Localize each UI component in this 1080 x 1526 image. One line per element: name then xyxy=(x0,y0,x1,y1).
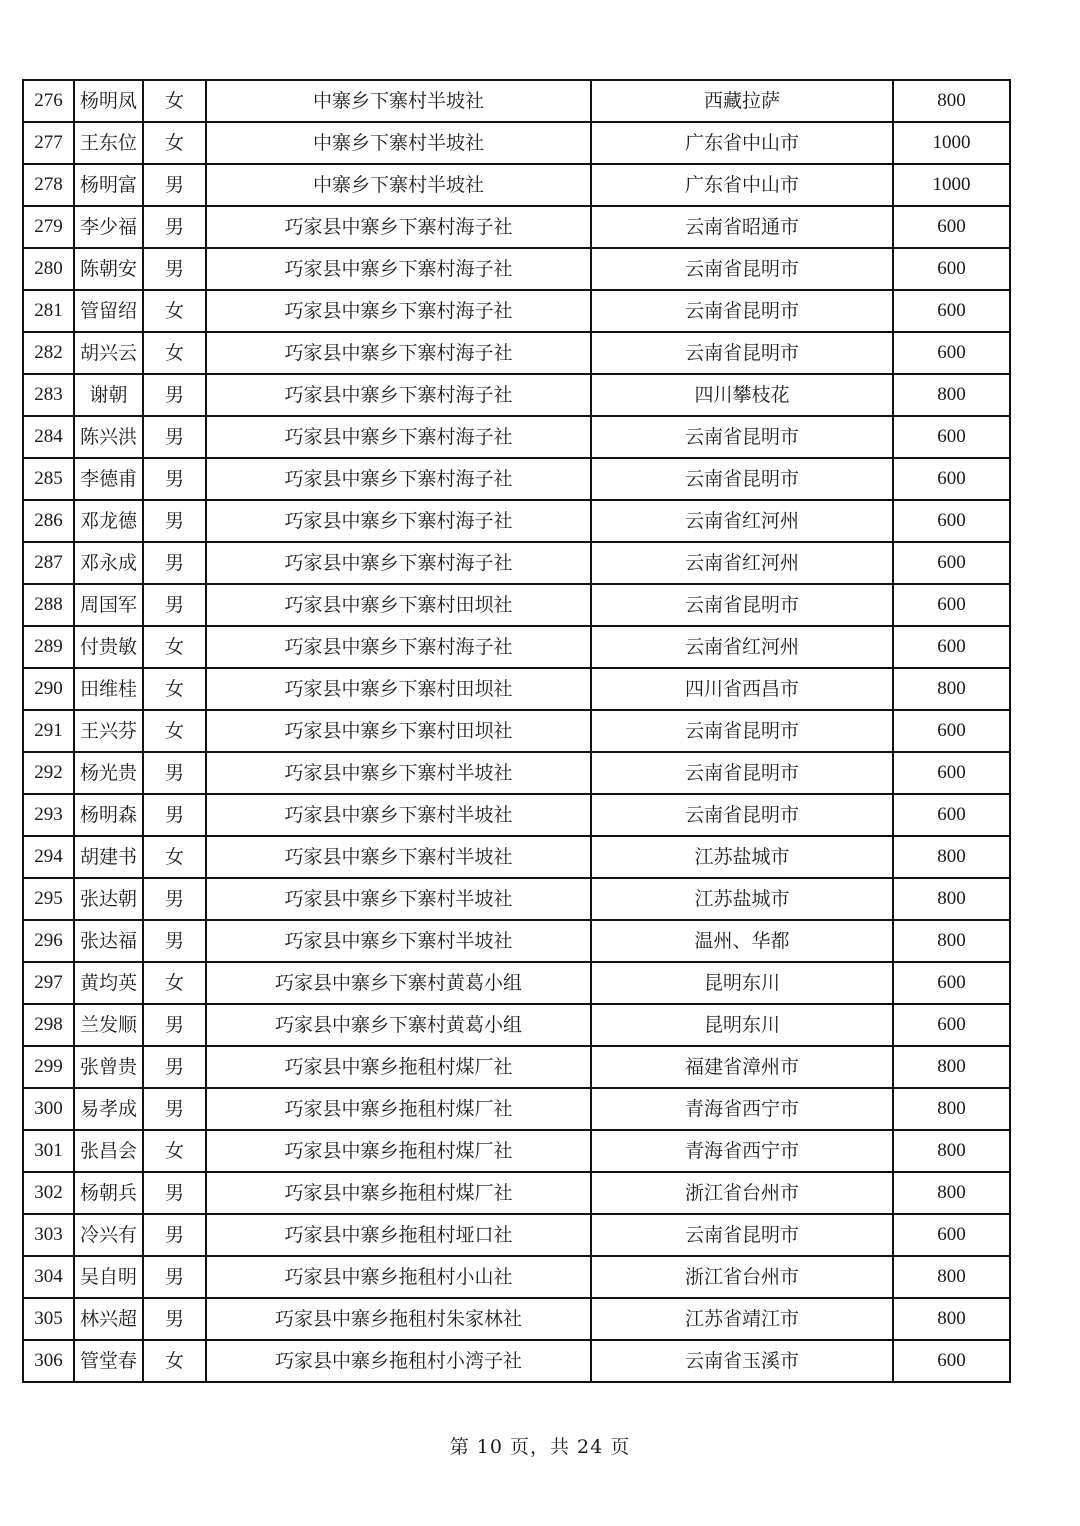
cell-amount: 600 xyxy=(893,1214,1010,1256)
table-row xyxy=(23,710,1010,752)
cell-gender: 男 xyxy=(143,248,206,290)
cell-name: 胡兴云 xyxy=(74,332,143,374)
cell-work-location: 云南省昆明市 xyxy=(591,458,893,500)
table-row xyxy=(23,794,1010,836)
cell-index: 302 xyxy=(23,1172,74,1214)
table-row xyxy=(23,962,1010,1004)
cell-home-address: 巧家县中寨乡拖租村煤厂社 xyxy=(206,1172,591,1214)
cell-amount: 600 xyxy=(893,500,1010,542)
cell-name: 张达福 xyxy=(74,920,143,962)
table-row xyxy=(23,416,1010,458)
cell-gender: 男 xyxy=(143,458,206,500)
cell-index: 282 xyxy=(23,332,74,374)
table-row xyxy=(23,500,1010,542)
cell-name: 吴自明 xyxy=(74,1256,143,1298)
cell-name: 易孝成 xyxy=(74,1088,143,1130)
cell-home-address: 巧家县中寨乡下寨村黄葛小组 xyxy=(206,962,591,1004)
table-row xyxy=(23,374,1010,416)
cell-amount: 600 xyxy=(893,1004,1010,1046)
cell-work-location: 云南省红河州 xyxy=(591,626,893,668)
cell-work-location: 江苏盐城市 xyxy=(591,878,893,920)
cell-home-address: 巧家县中寨乡下寨村海子社 xyxy=(206,626,591,668)
cell-amount: 600 xyxy=(893,584,1010,626)
cell-home-address: 巧家县中寨乡下寨村半坡社 xyxy=(206,794,591,836)
table-row xyxy=(23,542,1010,584)
cell-name: 李少福 xyxy=(74,206,143,248)
cell-amount: 600 xyxy=(893,626,1010,668)
cell-amount: 600 xyxy=(893,962,1010,1004)
cell-index: 278 xyxy=(23,164,74,206)
cell-home-address: 巧家县中寨乡下寨村海子社 xyxy=(206,458,591,500)
cell-amount: 800 xyxy=(893,80,1010,122)
cell-index: 298 xyxy=(23,1004,74,1046)
cell-work-location: 云南省昆明市 xyxy=(591,416,893,458)
cell-name: 田维桂 xyxy=(74,668,143,710)
cell-home-address: 巧家县中寨乡拖租村煤厂社 xyxy=(206,1130,591,1172)
cell-work-location: 云南省昆明市 xyxy=(591,710,893,752)
cell-gender: 女 xyxy=(143,1130,206,1172)
cell-gender: 男 xyxy=(143,1088,206,1130)
cell-name: 张昌会 xyxy=(74,1130,143,1172)
cell-name: 张曾贵 xyxy=(74,1046,143,1088)
cell-home-address: 巧家县中寨乡下寨村田坝社 xyxy=(206,668,591,710)
cell-work-location: 云南省红河州 xyxy=(591,542,893,584)
table-row xyxy=(23,668,1010,710)
cell-index: 281 xyxy=(23,290,74,332)
cell-name: 冷兴有 xyxy=(74,1214,143,1256)
cell-name: 杨明凤 xyxy=(74,80,143,122)
cell-index: 295 xyxy=(23,878,74,920)
cell-home-address: 巧家县中寨乡拖租村煤厂社 xyxy=(206,1088,591,1130)
cell-amount: 600 xyxy=(893,752,1010,794)
cell-work-location: 昆明东川 xyxy=(591,962,893,1004)
cell-work-location: 广东省中山市 xyxy=(591,122,893,164)
cell-index: 303 xyxy=(23,1214,74,1256)
cell-amount: 800 xyxy=(893,836,1010,878)
cell-amount: 600 xyxy=(893,710,1010,752)
cell-home-address: 巧家县中寨乡下寨村田坝社 xyxy=(206,584,591,626)
cell-index: 294 xyxy=(23,836,74,878)
table-row xyxy=(23,1172,1010,1214)
worker-table-body xyxy=(23,80,1010,1382)
cell-home-address: 巧家县中寨乡下寨村半坡社 xyxy=(206,878,591,920)
cell-name: 杨光贵 xyxy=(74,752,143,794)
table-row xyxy=(23,332,1010,374)
cell-gender: 男 xyxy=(143,1214,206,1256)
cell-amount: 800 xyxy=(893,1088,1010,1130)
cell-home-address: 巧家县中寨乡下寨村海子社 xyxy=(206,374,591,416)
table-row xyxy=(23,1088,1010,1130)
cell-index: 292 xyxy=(23,752,74,794)
cell-index: 293 xyxy=(23,794,74,836)
cell-gender: 女 xyxy=(143,290,206,332)
cell-name: 黄均英 xyxy=(74,962,143,1004)
cell-gender: 男 xyxy=(143,164,206,206)
table-row xyxy=(23,878,1010,920)
table-row xyxy=(23,164,1010,206)
cell-gender: 女 xyxy=(143,836,206,878)
cell-name: 周国军 xyxy=(74,584,143,626)
cell-amount: 600 xyxy=(893,458,1010,500)
cell-amount: 1000 xyxy=(893,164,1010,206)
table-row xyxy=(23,206,1010,248)
cell-name: 管堂春 xyxy=(74,1340,143,1382)
table-row xyxy=(23,1046,1010,1088)
cell-work-location: 云南省昆明市 xyxy=(591,290,893,332)
cell-index: 287 xyxy=(23,542,74,584)
cell-home-address: 巧家县中寨乡拖租村小湾子社 xyxy=(206,1340,591,1382)
cell-amount: 600 xyxy=(893,206,1010,248)
cell-amount: 800 xyxy=(893,1256,1010,1298)
cell-home-address: 巧家县中寨乡拖租村垭口社 xyxy=(206,1214,591,1256)
cell-index: 306 xyxy=(23,1340,74,1382)
cell-name: 杨朝兵 xyxy=(74,1172,143,1214)
cell-index: 290 xyxy=(23,668,74,710)
cell-amount: 600 xyxy=(893,542,1010,584)
cell-gender: 男 xyxy=(143,1256,206,1298)
table-row xyxy=(23,1298,1010,1340)
cell-name: 胡建书 xyxy=(74,836,143,878)
cell-gender: 男 xyxy=(143,416,206,458)
cell-work-location: 四川省西昌市 xyxy=(591,668,893,710)
cell-name: 兰发顺 xyxy=(74,1004,143,1046)
cell-home-address: 巧家县中寨乡拖租村小山社 xyxy=(206,1256,591,1298)
cell-home-address: 中寨乡下寨村半坡社 xyxy=(206,122,591,164)
cell-home-address: 中寨乡下寨村半坡社 xyxy=(206,80,591,122)
cell-work-location: 温州、华都 xyxy=(591,920,893,962)
cell-home-address: 中寨乡下寨村半坡社 xyxy=(206,164,591,206)
cell-amount: 600 xyxy=(893,248,1010,290)
cell-name: 邓永成 xyxy=(74,542,143,584)
cell-name: 杨明富 xyxy=(74,164,143,206)
cell-home-address: 巧家县中寨乡下寨村海子社 xyxy=(206,542,591,584)
cell-work-location: 青海省西宁市 xyxy=(591,1088,893,1130)
cell-index: 286 xyxy=(23,500,74,542)
cell-index: 297 xyxy=(23,962,74,1004)
cell-gender: 女 xyxy=(143,80,206,122)
cell-name: 王东位 xyxy=(74,122,143,164)
cell-gender: 女 xyxy=(143,710,206,752)
cell-index: 304 xyxy=(23,1256,74,1298)
cell-work-location: 云南省玉溪市 xyxy=(591,1340,893,1382)
cell-name: 王兴芬 xyxy=(74,710,143,752)
cell-name: 林兴超 xyxy=(74,1298,143,1340)
cell-home-address: 巧家县中寨乡拖租村煤厂社 xyxy=(206,1046,591,1088)
cell-name: 谢朝 xyxy=(74,374,143,416)
page-footer: 第 10 页，共 24 页 xyxy=(449,1436,631,1458)
cell-gender: 男 xyxy=(143,794,206,836)
cell-index: 285 xyxy=(23,458,74,500)
cell-amount: 600 xyxy=(893,794,1010,836)
cell-gender: 女 xyxy=(143,332,206,374)
cell-index: 301 xyxy=(23,1130,74,1172)
cell-amount: 600 xyxy=(893,1340,1010,1382)
cell-amount: 800 xyxy=(893,920,1010,962)
cell-gender: 女 xyxy=(143,626,206,668)
cell-work-location: 云南省红河州 xyxy=(591,500,893,542)
cell-gender: 女 xyxy=(143,1340,206,1382)
cell-gender: 男 xyxy=(143,500,206,542)
cell-amount: 800 xyxy=(893,374,1010,416)
cell-name: 付贵敏 xyxy=(74,626,143,668)
cell-work-location: 云南省昆明市 xyxy=(591,248,893,290)
cell-name: 陈兴洪 xyxy=(74,416,143,458)
table-row xyxy=(23,248,1010,290)
cell-index: 277 xyxy=(23,122,74,164)
cell-gender: 男 xyxy=(143,1172,206,1214)
cell-work-location: 浙江省台州市 xyxy=(591,1172,893,1214)
table-row xyxy=(23,626,1010,668)
cell-amount: 600 xyxy=(893,332,1010,374)
cell-home-address: 巧家县中寨乡下寨村海子社 xyxy=(206,206,591,248)
table-row xyxy=(23,1340,1010,1382)
cell-amount: 600 xyxy=(893,290,1010,332)
cell-gender: 男 xyxy=(143,374,206,416)
table-row xyxy=(23,290,1010,332)
cell-index: 288 xyxy=(23,584,74,626)
cell-index: 284 xyxy=(23,416,74,458)
cell-home-address: 巧家县中寨乡下寨村黄葛小组 xyxy=(206,1004,591,1046)
cell-amount: 800 xyxy=(893,668,1010,710)
cell-work-location: 云南省昭通市 xyxy=(591,206,893,248)
cell-work-location: 青海省西宁市 xyxy=(591,1130,893,1172)
cell-work-location: 江苏盐城市 xyxy=(591,836,893,878)
table-row xyxy=(23,584,1010,626)
table-row xyxy=(23,1256,1010,1298)
cell-gender: 女 xyxy=(143,962,206,1004)
table-row xyxy=(23,1214,1010,1256)
cell-amount: 800 xyxy=(893,1046,1010,1088)
cell-work-location: 江苏省靖江市 xyxy=(591,1298,893,1340)
cell-gender: 男 xyxy=(143,920,206,962)
cell-work-location: 云南省昆明市 xyxy=(591,584,893,626)
cell-gender: 女 xyxy=(143,122,206,164)
cell-gender: 男 xyxy=(143,752,206,794)
cell-name: 邓龙德 xyxy=(74,500,143,542)
cell-gender: 男 xyxy=(143,542,206,584)
cell-work-location: 福建省漳州市 xyxy=(591,1046,893,1088)
table-row xyxy=(23,1004,1010,1046)
cell-index: 291 xyxy=(23,710,74,752)
cell-work-location: 广东省中山市 xyxy=(591,164,893,206)
cell-work-location: 西藏拉萨 xyxy=(591,80,893,122)
cell-gender: 男 xyxy=(143,206,206,248)
cell-home-address: 巧家县中寨乡拖租村朱家林社 xyxy=(206,1298,591,1340)
cell-work-location: 云南省昆明市 xyxy=(591,332,893,374)
cell-work-location: 云南省昆明市 xyxy=(591,794,893,836)
cell-name: 陈朝安 xyxy=(74,248,143,290)
cell-work-location: 云南省昆明市 xyxy=(591,752,893,794)
cell-amount: 800 xyxy=(893,1172,1010,1214)
cell-amount: 800 xyxy=(893,878,1010,920)
cell-name: 李德甫 xyxy=(74,458,143,500)
worker-table xyxy=(22,79,1011,1383)
cell-index: 300 xyxy=(23,1088,74,1130)
cell-index: 280 xyxy=(23,248,74,290)
cell-index: 283 xyxy=(23,374,74,416)
cell-home-address: 巧家县中寨乡下寨村海子社 xyxy=(206,248,591,290)
cell-home-address: 巧家县中寨乡下寨村田坝社 xyxy=(206,710,591,752)
cell-work-location: 浙江省台州市 xyxy=(591,1256,893,1298)
table-row xyxy=(23,458,1010,500)
cell-gender: 男 xyxy=(143,1004,206,1046)
cell-work-location: 四川攀枝花 xyxy=(591,374,893,416)
cell-amount: 600 xyxy=(893,416,1010,458)
cell-work-location: 昆明东川 xyxy=(591,1004,893,1046)
table-row xyxy=(23,80,1010,122)
cell-amount: 1000 xyxy=(893,122,1010,164)
cell-amount: 800 xyxy=(893,1130,1010,1172)
table-row xyxy=(23,836,1010,878)
cell-index: 299 xyxy=(23,1046,74,1088)
cell-work-location: 云南省昆明市 xyxy=(591,1214,893,1256)
cell-index: 296 xyxy=(23,920,74,962)
cell-home-address: 巧家县中寨乡下寨村海子社 xyxy=(206,290,591,332)
table-row xyxy=(23,122,1010,164)
cell-home-address: 巧家县中寨乡下寨村半坡社 xyxy=(206,920,591,962)
cell-amount: 800 xyxy=(893,1298,1010,1340)
cell-home-address: 巧家县中寨乡下寨村海子社 xyxy=(206,500,591,542)
cell-index: 289 xyxy=(23,626,74,668)
cell-gender: 男 xyxy=(143,584,206,626)
cell-name: 管留绍 xyxy=(74,290,143,332)
cell-gender: 男 xyxy=(143,1046,206,1088)
cell-index: 305 xyxy=(23,1298,74,1340)
cell-gender: 女 xyxy=(143,668,206,710)
cell-index: 279 xyxy=(23,206,74,248)
cell-index: 276 xyxy=(23,80,74,122)
cell-home-address: 巧家县中寨乡下寨村海子社 xyxy=(206,416,591,458)
cell-name: 张达朝 xyxy=(74,878,143,920)
cell-name: 杨明森 xyxy=(74,794,143,836)
cell-home-address: 巧家县中寨乡下寨村半坡社 xyxy=(206,752,591,794)
table-row xyxy=(23,1130,1010,1172)
table-row xyxy=(23,752,1010,794)
cell-gender: 男 xyxy=(143,878,206,920)
cell-home-address: 巧家县中寨乡下寨村半坡社 xyxy=(206,836,591,878)
cell-home-address: 巧家县中寨乡下寨村海子社 xyxy=(206,332,591,374)
cell-gender: 男 xyxy=(143,1298,206,1340)
table-row xyxy=(23,920,1010,962)
